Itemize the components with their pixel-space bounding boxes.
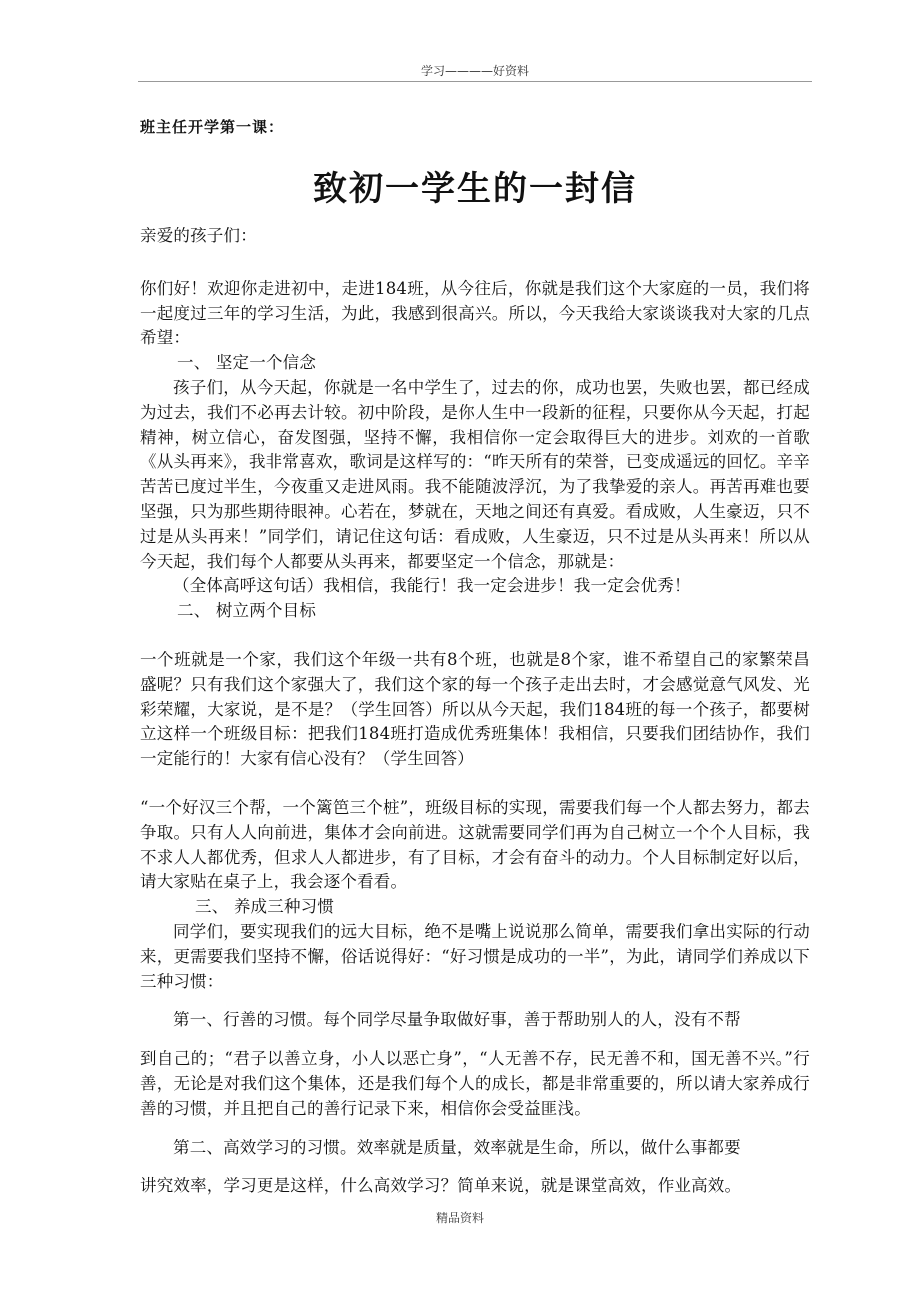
document-body: [140, 110, 810, 1199]
paragraph-5-line-1: 第一、行善的习惯。每个同学尽量争取做好事，善于帮助别人的人，没有不帮: [173, 1010, 741, 1030]
section-heading-2: 二、 树立两个目标: [177, 601, 317, 621]
paragraph-3: “一个好汉三个帮，一个篱笆三个桩”，班级目标的实现，需要我们每一个人都去努力，都去争取。只有人人向前进，集体才会向前进。这就需要同学们再为自己树立一个个人目标，我不求人人都优秀，但求人人都进步，有了目标，才会有奋斗的动力。个人目标制定好以后，请大家贴在桌子上，我会逐个看看。: [140, 797, 810, 892]
paragraph-1: 孩子们，从今天起，你就是一名中学生了，过去的你，成功也罢，失败也罢，都已经成为过去，我们不必再去计较。初中阶段，是你人生中一段新的征程，只要你从今天起，打起精神，树立信心，奋发图强，坚持不懈，我相信你一定会取得巨大的进步。刘欢的一首歌《从头再来》，我非常喜欢，歌词是这样写的：“昨天所有的荣誉，已变成遥远的回忆。辛辛苦苦已度过半生，今夜重又走进风雨。我不能随波浮沉，为了我挚爱的亲人。再苦再难也要坚强，只为那些期待眼神。心若在，梦就在，天地之间还有真爱。看成败，人生豪迈，只不过是从头再来！”同学们，请记住这句话：看成败，人生豪迈，只不过是从头再来！所以从今天起，我们每个人都要从头再来，都要坚定一个信念，那就是：: [140, 377, 810, 571]
page-footer: 精品资料: [435, 1211, 484, 1225]
paragraph-6-rest: 讲究效率，学习更是这样，什么高效学习？简单来说，就是课堂高效，作业高效。: [140, 1176, 742, 1196]
document-subtitle: 班主任开学第一课：: [140, 118, 285, 136]
paragraph-4: 同学们，要实现我们的远大目标，绝不是嘴上说说那么简单，需要我们拿出实际的行动来，更需要我们坚持不懈，俗话说得好：“好习惯是成功的一半”，为此，请同学们养成以下三种习惯：: [140, 921, 810, 991]
salutation: 亲爱的孩子们：: [140, 226, 257, 245]
paragraph-1-slogan: （全体高呼这句话）我相信，我能行！我一定会进步！我一定会优秀！: [173, 576, 691, 596]
paragraph-5-rest: 到自己的；“君子以善立身，小人以恶亡身”，“人无善不存，民无善不和，国无善不兴。”行善，无论是对我们这个集体，还是我们每个人的成长，都是非常重要的，所以请大家养成行善的习惯，并且把自己的善行记录下来，相信你会受益匪浅。: [140, 1049, 810, 1118]
intro-paragraph: 你们好！欢迎你走进初中，走进184班，从今往后，你就是我们这个大家庭的一员，我们将一起度过三年的学习生活，为此，我感到很高兴。所以，今天我给大家谈谈我对大家的几点希望：: [140, 278, 810, 348]
paragraph-6-line-1: 第二、高效学习的习惯。效率就是质量，效率就是生命，所以，做什么事都要: [173, 1137, 741, 1157]
paragraph-2: 一个班就是一个家，我们这个年级一共有8个班，也就是8个家，谁不希望自己的家繁荣昌盛呢？只有我们这个家强大了，我们这个家的每一个孩子走出去时，才会感觉意气风发、光彩荣耀，大家说，是不是？（学生回答）所以从今天起，我们184班的每一个孩子，都要树立这样一个班级目标：把我们184班打造成优秀班集体！我相信，只要我们团结协作，我们一定能行的！大家有信心没有？（学生回答）: [140, 649, 810, 769]
section-heading-3: 三、 养成三种习惯: [195, 897, 335, 917]
section-heading-1: 一、 坚定一个信念: [177, 353, 317, 373]
header-divider: [138, 81, 812, 82]
document-title: 致初一学生的一封信: [313, 169, 637, 209]
page-header: 学习————好资料: [420, 64, 529, 78]
